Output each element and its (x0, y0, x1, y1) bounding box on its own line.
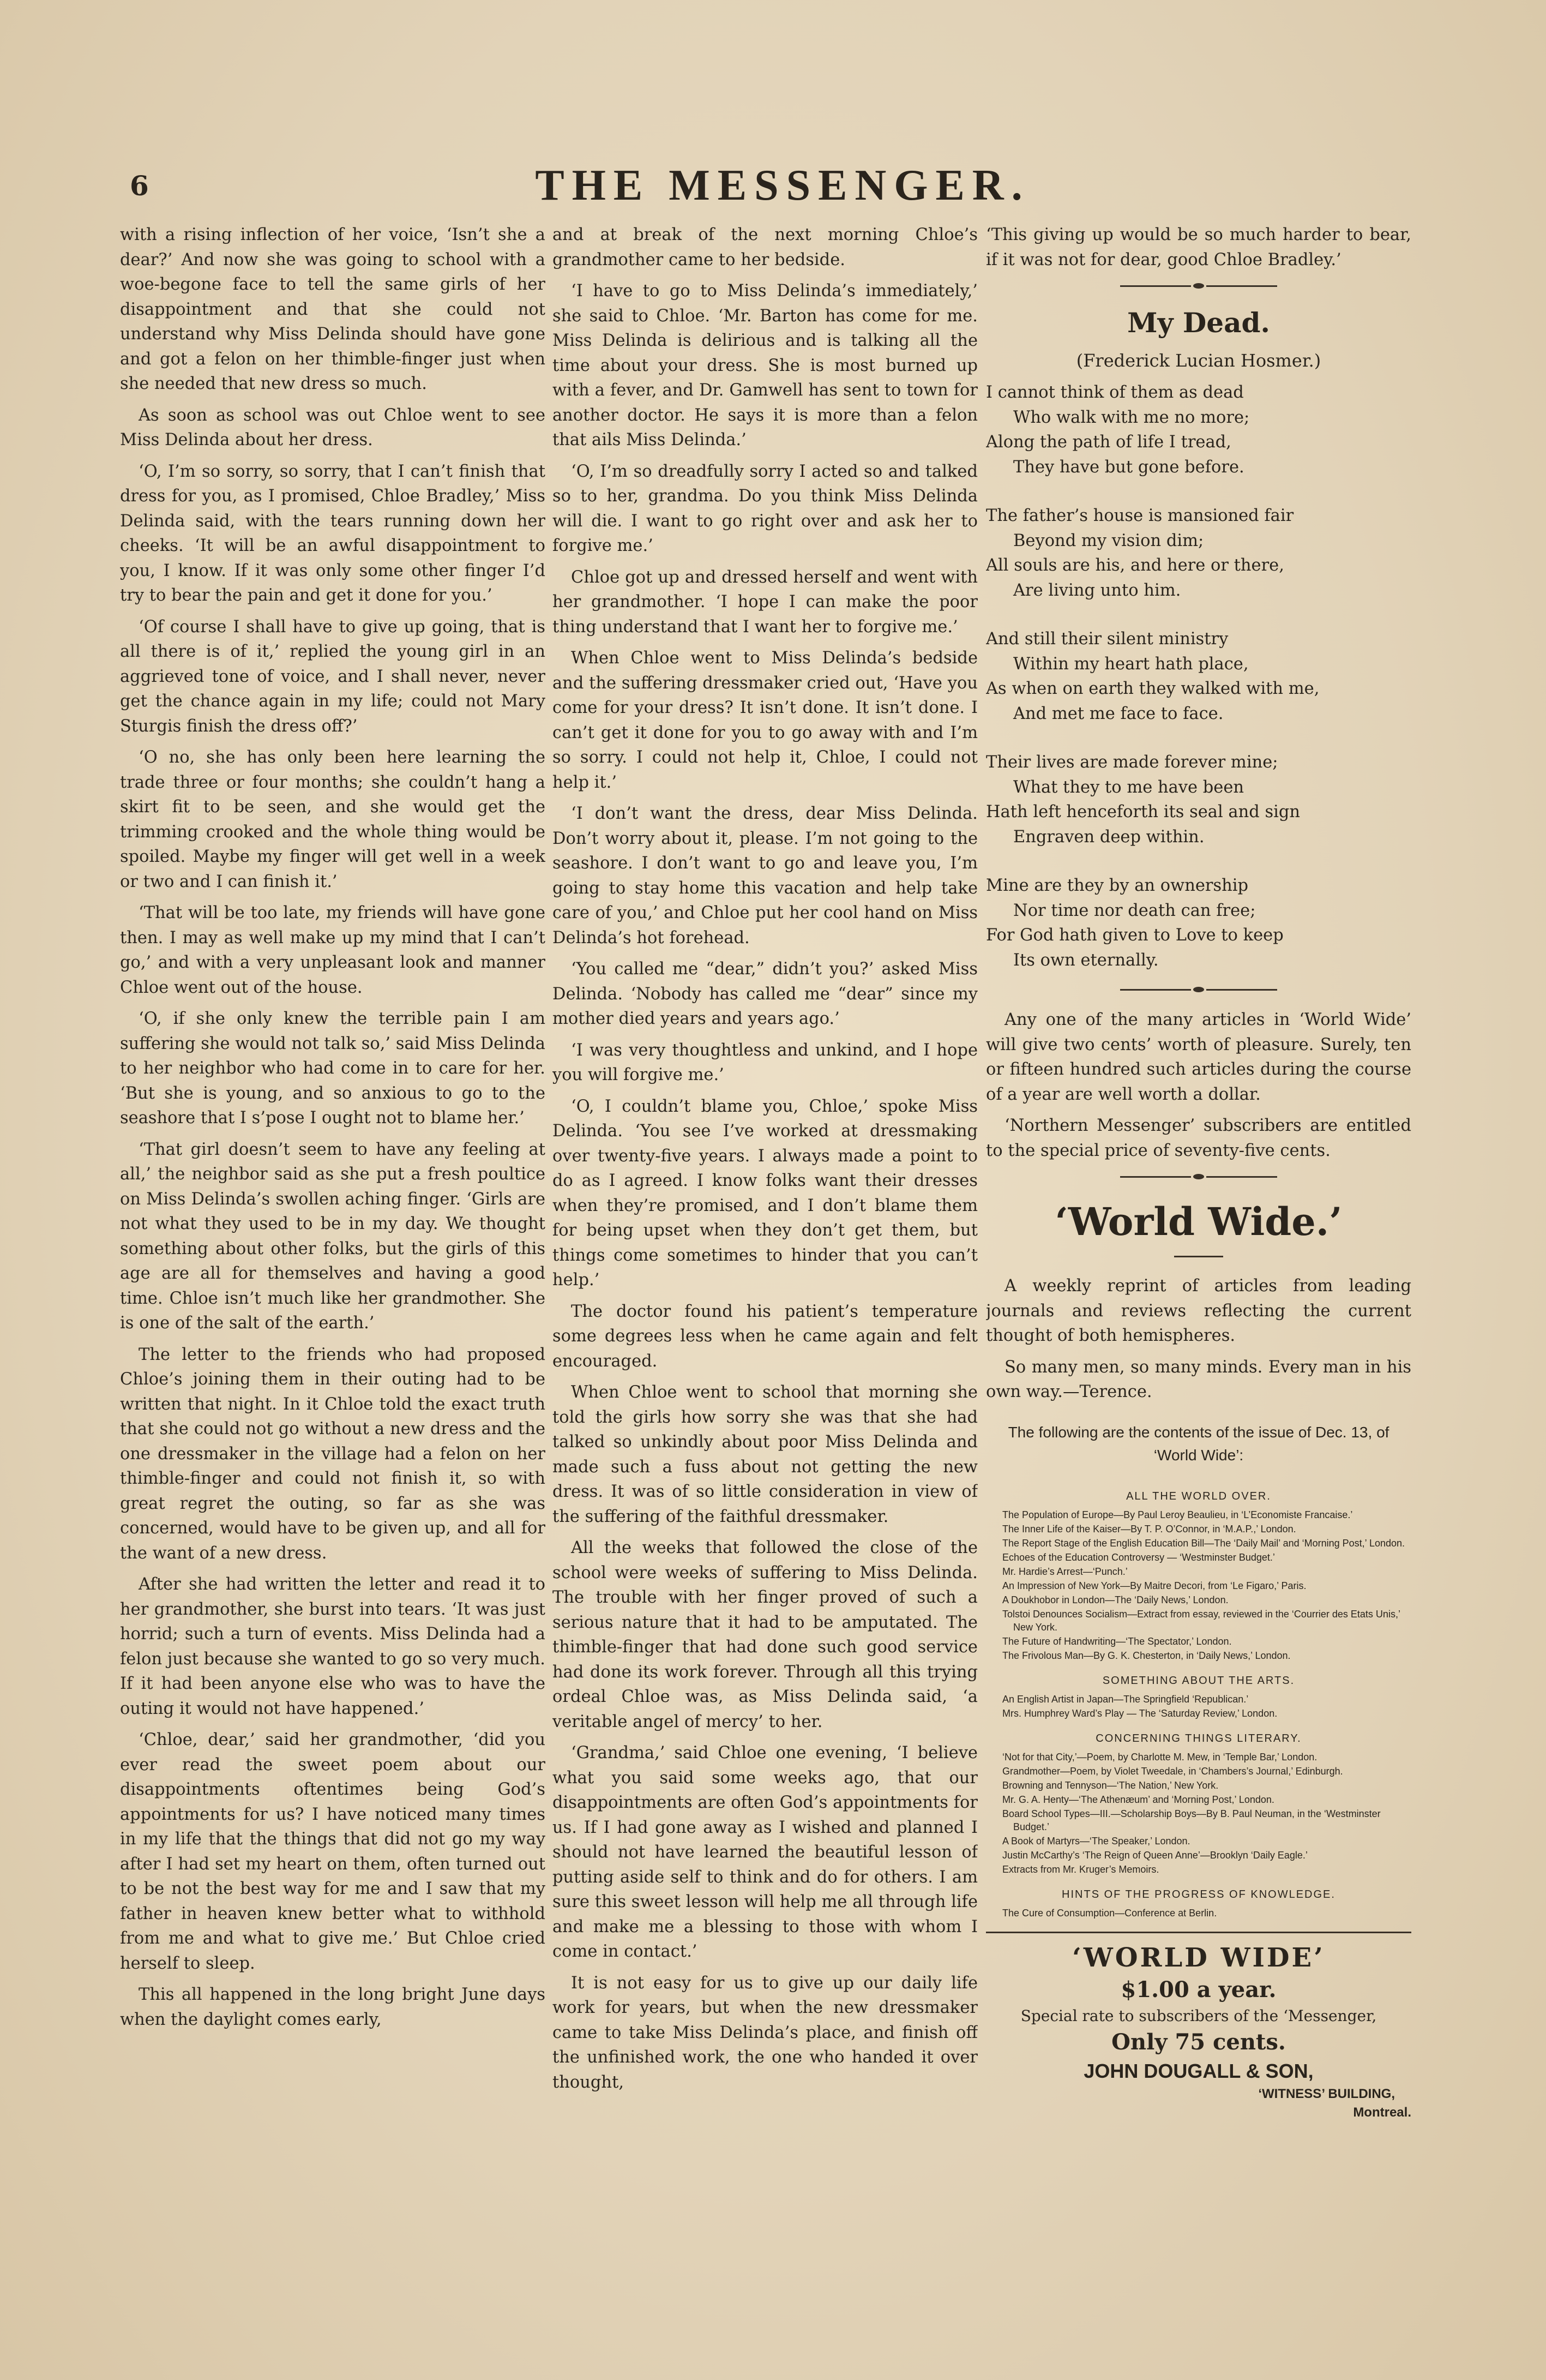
paragraph: ‘That girl doesn’t seem to have any feeling at all,’ the neighbor said as she put a fresh poultice on Miss Delinda’s swollen aching finger. ‘Girls are not what they used to be in my day. We thought something about other folks, but the girls of this age are all for themselves and having a good time. Chloe isn’t much like her grandmother. She is one of the salt of the earth.’ (120, 1140, 545, 1333)
poem-stanza (986, 873, 1411, 973)
page-number: 6 (130, 170, 149, 202)
paragraph: This all happened in the long bright June days when the daylight comes early, (120, 1985, 545, 2029)
page-header (120, 161, 1445, 215)
poem-line: The father’s house is mansioned fair (986, 506, 1294, 525)
paragraph: The letter to the friends who had proposed Chloe’s joining them in their outing had to be written that night. In it Chloe told the exact truth that she could not go without a new dress and the one dressmaker in the village had a felon on her thimble-finger and could not finish it, so with great regret the outing, so far as she was concerned, would have to be given up, and all for the want of a new dress. (120, 1345, 545, 1563)
contents-entry: An Impression of New York—By Maitre Decori, from ‘Le Figaro,’ Paris. (1002, 1580, 1307, 1591)
contents-entry: The Cure of Consumption—Conference at Berlin. (1002, 1907, 1217, 1919)
paragraph: All the weeks that followed the close of the school were weeks of suffering to Miss Delinda. The trouble with her finger proved of such a serious nature that it had to be amputated. The thimble-finger that had done such good service had done its work forever. Through all this trying ordeal Chloe was, as Miss Delinda said, ‘a veritable angel of mercy’ to her. (552, 1538, 978, 1731)
contents-entry: The Report Stage of the English Education Bill—The ‘Daily Mail’ and ‘Morning Post,’ London. (1002, 1537, 1405, 1549)
paragraph: and at break of the next morning Chloe’s grandmother came to her bedside. (552, 225, 978, 269)
paragraph: ‘Chloe, dear,’ said her grandmother, ‘did you ever read the sweet poem about our disappointments oftentimes being God’s appointments for us? I have noticed many times in my life that the things that did not go my way after I had set my heart on them, often turned out to be not the best way for me and I saw that my father in heaven knew better what to withhold from me and what to give me.’ But Chloe cried herself to sleep. (120, 1730, 545, 1973)
paragraph: ‘Grandma,’ said Chloe one evening, ‘I believe what you said some weeks ago, that our disappointments are often God’s appointments for us. If I had gone away as I wished and planned I should not have learned the beautiful lesson of putting aside self to think and do for others. I am sure this sweet lesson will help me all through life and make me a blessing to those with whom I come in contact.’ (552, 1743, 978, 1961)
contents-section-heading: ALL THE WORLD OVER. (1126, 1490, 1271, 1502)
paragraph: As soon as school was out Chloe went to see Miss Delinda about her dress. (120, 405, 545, 449)
contents-entry: A Doukhobor in London—The ‘Daily News,’ London. (1002, 1594, 1229, 1605)
contents-entry: Mr. G. A. Henty—‘The Athenæum’ and ‘Morning Post,’ London. (1002, 1794, 1274, 1805)
poem-stanza (986, 380, 1411, 479)
poem-line: And still their silent ministry (986, 630, 1229, 649)
poem-line: For God hath given to Love to keep (986, 926, 1284, 945)
paragraph: ‘I was very thoughtless and unkind, and I hope you will forgive me.’ (552, 1040, 978, 1084)
poem-line: Along the path of life I tread, (986, 433, 1231, 452)
ad-special-price: Only 75 cents. (1111, 2029, 1286, 2055)
poem-line: Are living unto him. (1013, 580, 1181, 600)
contents-entry: A Book of Martyrs—‘The Speaker,’ London. (1002, 1835, 1190, 1847)
world-wide-motto: So many men, so many minds. Every man in his own way.—Terence. (986, 1357, 1411, 1401)
contents-entry: The Inner Life of the Kaiser—By T. P. O’Connor, in ‘M.A.P.,’ London. (1002, 1523, 1296, 1534)
contents-entry: Board School Types—III.—Scholarship Boys—By B. Paul Neuman, in the ‘Westminster Budget.’ (1002, 1808, 1381, 1832)
paragraph: ‘That will be too late, my friends will have gone then. I may as well make up my mind that I can’t go,’ and with a very unpleasant look and manner Chloe went out of the house. (120, 903, 545, 997)
poem-stanza (986, 503, 1411, 603)
poem-title: My Dead. (1127, 307, 1270, 339)
paragraph: with a rising inflection of her voice, ‘Isn’t she a dear?’ And now she was going to school with a woe-begone face to tell the same girls of her disappointment and that she could not understand why Miss Delinda should have gone and got a felon on her thimble-finger just when she needed that new dress so much. (120, 225, 545, 393)
story-continuation: ‘This giving up would be so much harder to bear, if it was not for dear, good Chloe Bradley.’ (986, 225, 1411, 269)
ad-price: $1.00 a year. (1121, 1976, 1277, 2003)
poem-line: Hath left henceforth its seal and sign (986, 802, 1301, 822)
paragraph: ‘O, I’m so sorry, so sorry, that I can’t finish that dress for you, as I promised, Chloe Bradley,’ Miss Delinda said, with the tears running down her cheeks. ‘It will be an awful disappointment to you, I know. If it was only some other finger I’d try to bear the pain and get it done for you.’ (120, 461, 545, 605)
poem-line: What they to me have been (1013, 777, 1244, 797)
short-divider (1174, 1256, 1223, 1257)
contents-entry: Echoes of the Education Controversy — ‘Westminster Budget.’ (1002, 1551, 1275, 1563)
paragraph: ‘I don’t want the dress, dear Miss Delinda. Don’t worry about it, please. I’m not going to the seashore. I don’t want to go and leave you, I’m going to stay home this vacation and help take care of you,’ and Chloe put her cool hand on Miss Delinda’s hot forehead. (552, 804, 978, 948)
contents-section-heading: CONCERNING THINGS LITERARY. (1096, 1732, 1302, 1744)
section-divider (986, 280, 1411, 292)
poem-line: They have but gone before. (1013, 457, 1244, 477)
ad-special-rate: Special rate to subscribers of the ‘Messenger, (1020, 2006, 1377, 2025)
poem-line: As when on earth they walked with me, (986, 679, 1320, 698)
paragraph: When Chloe went to Miss Delinda’s bedside and the suffering dressmaker cried out, ‘Have you come for your dress? It isn’t done. It isn’t done. I can’t get it done for you to go away with and I’m so sorry. I could not help it, Chloe, I could not help it.’ (552, 649, 978, 792)
column-1 (120, 223, 545, 2219)
column-3 (986, 223, 1411, 2219)
paragraph: ‘O no, she has only been here learning the trade three or four months; she couldn’t hang a skirt fit to be seen, and she would get the trimming crooked and the whole thing would be spoiled. Maybe my finger will get well in a week or two and I can finish it.’ (120, 748, 545, 891)
contents-entry: An English Artist in Japan—The Springfield ‘Republican.’ (1002, 1693, 1249, 1705)
paragraph: ‘Of course I shall have to give up going, that is all there is of it,’ replied the young girl in an aggrieved tone of voice, and I shall never, never get the chance again in my life; could not Mary Sturgis finish the dress off?’ (120, 617, 545, 736)
paragraph: ‘O, I couldn’t blame you, Chloe,’ spoke Miss Delinda. ‘You see I’ve worked at dressmaking over twenty-five years. I always made a point to do as I agreed. I know folks want their dresses when they’re promised, and I don’t blame them for being upset when they don’t get them, but things come sometimes to hinder that you can’t help.’ (552, 1096, 978, 1290)
contents-section-heading: SOMETHING ABOUT THE ARTS. (1102, 1674, 1295, 1687)
contents-entry: Mrs. Humphrey Ward’s Play — The ‘Saturday Review,’ London. (1002, 1707, 1278, 1719)
contents-section-heading: HINTS OF THE PROGRESS OF KNOWLEDGE. (1062, 1888, 1336, 1901)
contents-entry: Extracts from Mr. Kruger’s Memoirs. (1002, 1863, 1159, 1875)
world-wide-description: A weekly reprint of articles from leading journals and reviews reflecting the current thought of both hemispheres. (986, 1276, 1411, 1345)
poem-line: Beyond my vision dim; (1013, 531, 1204, 550)
contents-entry: ‘Not for that City,’—Poem, by Charlotte M. Mew, in ‘Temple Bar,’ London. (1002, 1751, 1318, 1762)
poem-stanza (986, 750, 1411, 849)
contents-entry: The Frivolous Man—By G. K. Chesterton, in ‘Daily News,’ London. (1002, 1650, 1291, 1661)
contents-entry: The Population of Europe—By Paul Leroy Beaulieu, in ‘L’Economiste Francaise.’ (1002, 1509, 1353, 1520)
paragraph: It is not easy for us to give up our daily life work for years, but when the new dressmaker came to take Miss Delinda’s place, and finish off the unfinished work, the one who handed it over thought, (552, 1973, 978, 2092)
paragraph: ‘I have to go to Miss Delinda’s immediately,’ she said to Chloe. ‘Mr. Barton has come for me. Miss Delinda is delirious and is talking all the time about your dress. She is most burned up with a fever, and Dr. Gamwell has sent to town for another doctor. He says it is more than a felon that ails Miss Delinda.’ (552, 281, 978, 449)
promo-paragraph: ‘Northern Messenger’ subscribers are entitled to the special price of seventy-five cents. (986, 1116, 1411, 1160)
paragraph: When Chloe went to school that morning she told the girls how sorry she was that she had talked so unkindly about poor Miss Delinda and made such a fuss about not getting the new dress. It was of so little consideration in view of the suffering of the faithful dressmaker. (552, 1383, 978, 1526)
contents-intro: The following are the contents of the issue of Dec. 13, of ‘World Wide’: (1008, 1423, 1389, 1464)
subscription-ad (986, 1932, 1411, 2122)
poem-line: Mine are they by an ownership (986, 876, 1249, 895)
poem-line: Nor time nor death can free; (1013, 901, 1256, 920)
poem-line: I cannot think of them as dead (986, 383, 1244, 402)
poem-line: All souls are his, and here or there, (986, 556, 1284, 575)
section-divider (986, 1171, 1411, 1183)
poem-stanza (986, 627, 1411, 726)
paragraph: ‘O, if she only knew the terrible pain I am suffering she would not talk so,’ said Miss Delinda to her neighbor who had come in to care for her. ‘But she is young, and so anxious to go to the seashore that I s’pose I ought not to blame her.’ (120, 1009, 545, 1128)
ad-publisher: JOHN DOUGALL & SON, (1084, 2059, 1314, 2082)
poem-line: Engraven deep within. (1013, 827, 1205, 847)
contents-entry: Grandmother—Poem, by Violet Tweedale, in ‘Chambers’s Journal,’ Edinburgh. (1002, 1765, 1343, 1777)
paragraph: After she had written the letter and read it to her grandmother, she burst into tears. ‘It was just horrid; such a turn of events. Miss Delinda had a felon just because she wanted to go so very much. If it had been anyone else who was to have the outing it would not have happened.’ (120, 1575, 545, 1718)
poem-line: Who walk with me no more; (1013, 407, 1250, 427)
contents-entry: The Future of Handwriting—‘The Spectator,’ London. (1002, 1635, 1232, 1647)
contents-entry: Browning and Tennyson—‘The Nation,’ New York. (1002, 1779, 1219, 1791)
ad-building: ‘WITNESS’ BUILDING, (1258, 2086, 1395, 2101)
paragraph: The doctor found his patient’s temperature some degrees less when he came again and felt encouraged. (552, 1302, 978, 1371)
contents-entry: Justin McCarthy’s ‘The Reign of Queen Anne’—Brooklyn ‘Daily Eagle.’ (1002, 1849, 1308, 1861)
column-2 (552, 223, 978, 2219)
paragraph: ‘O, I’m so dreadfully sorry I acted so and talked so to her, grandma. Do you think Miss Delinda will die. I want to go right over and ask her to forgive me.’ (552, 461, 978, 555)
paragraph: ‘You called me “dear,” didn’t you?’ asked Miss Delinda. ‘Nobody has called me “dear” since my mother died years and years ago.’ (552, 960, 978, 1028)
poem-line: And met me face to face. (1013, 704, 1224, 723)
world-wide-title: ‘World Wide.’ (1055, 1199, 1343, 1244)
section-divider (986, 984, 1411, 996)
ad-city: Montreal. (1353, 2105, 1411, 2120)
paragraph: Chloe got up and dressed herself and went with her grandmother. ‘I hope I can make the poor thing understand that I want her to forgive me.’ (552, 567, 978, 637)
contents-entry: Tolstoi Denounces Socialism—Extract from essay, reviewed in the ‘Courrier des Etats Unis,’ New York. (1002, 1608, 1400, 1633)
poem-line: Within my heart hath place, (1013, 654, 1249, 674)
masthead: THE MESSENGER. (535, 161, 1030, 209)
poem-line: Its own eternally. (1013, 950, 1159, 970)
contents-entry: Mr. Hardie’s Arrest—‘Punch.’ (1002, 1566, 1128, 1577)
ad-title: ‘WORLD WIDE’ (1072, 1942, 1325, 1973)
poem-author: (Frederick Lucian Hosmer.) (1076, 350, 1321, 371)
poem-line: Their lives are made forever mine; (986, 753, 1278, 772)
promo-paragraph: Any one of the many articles in ‘World Wide’ will give two cents’ worth of pleasure. Surely, ten or fifteen hundred such articles during the course of a year are well worth a dollar. (986, 1010, 1411, 1104)
